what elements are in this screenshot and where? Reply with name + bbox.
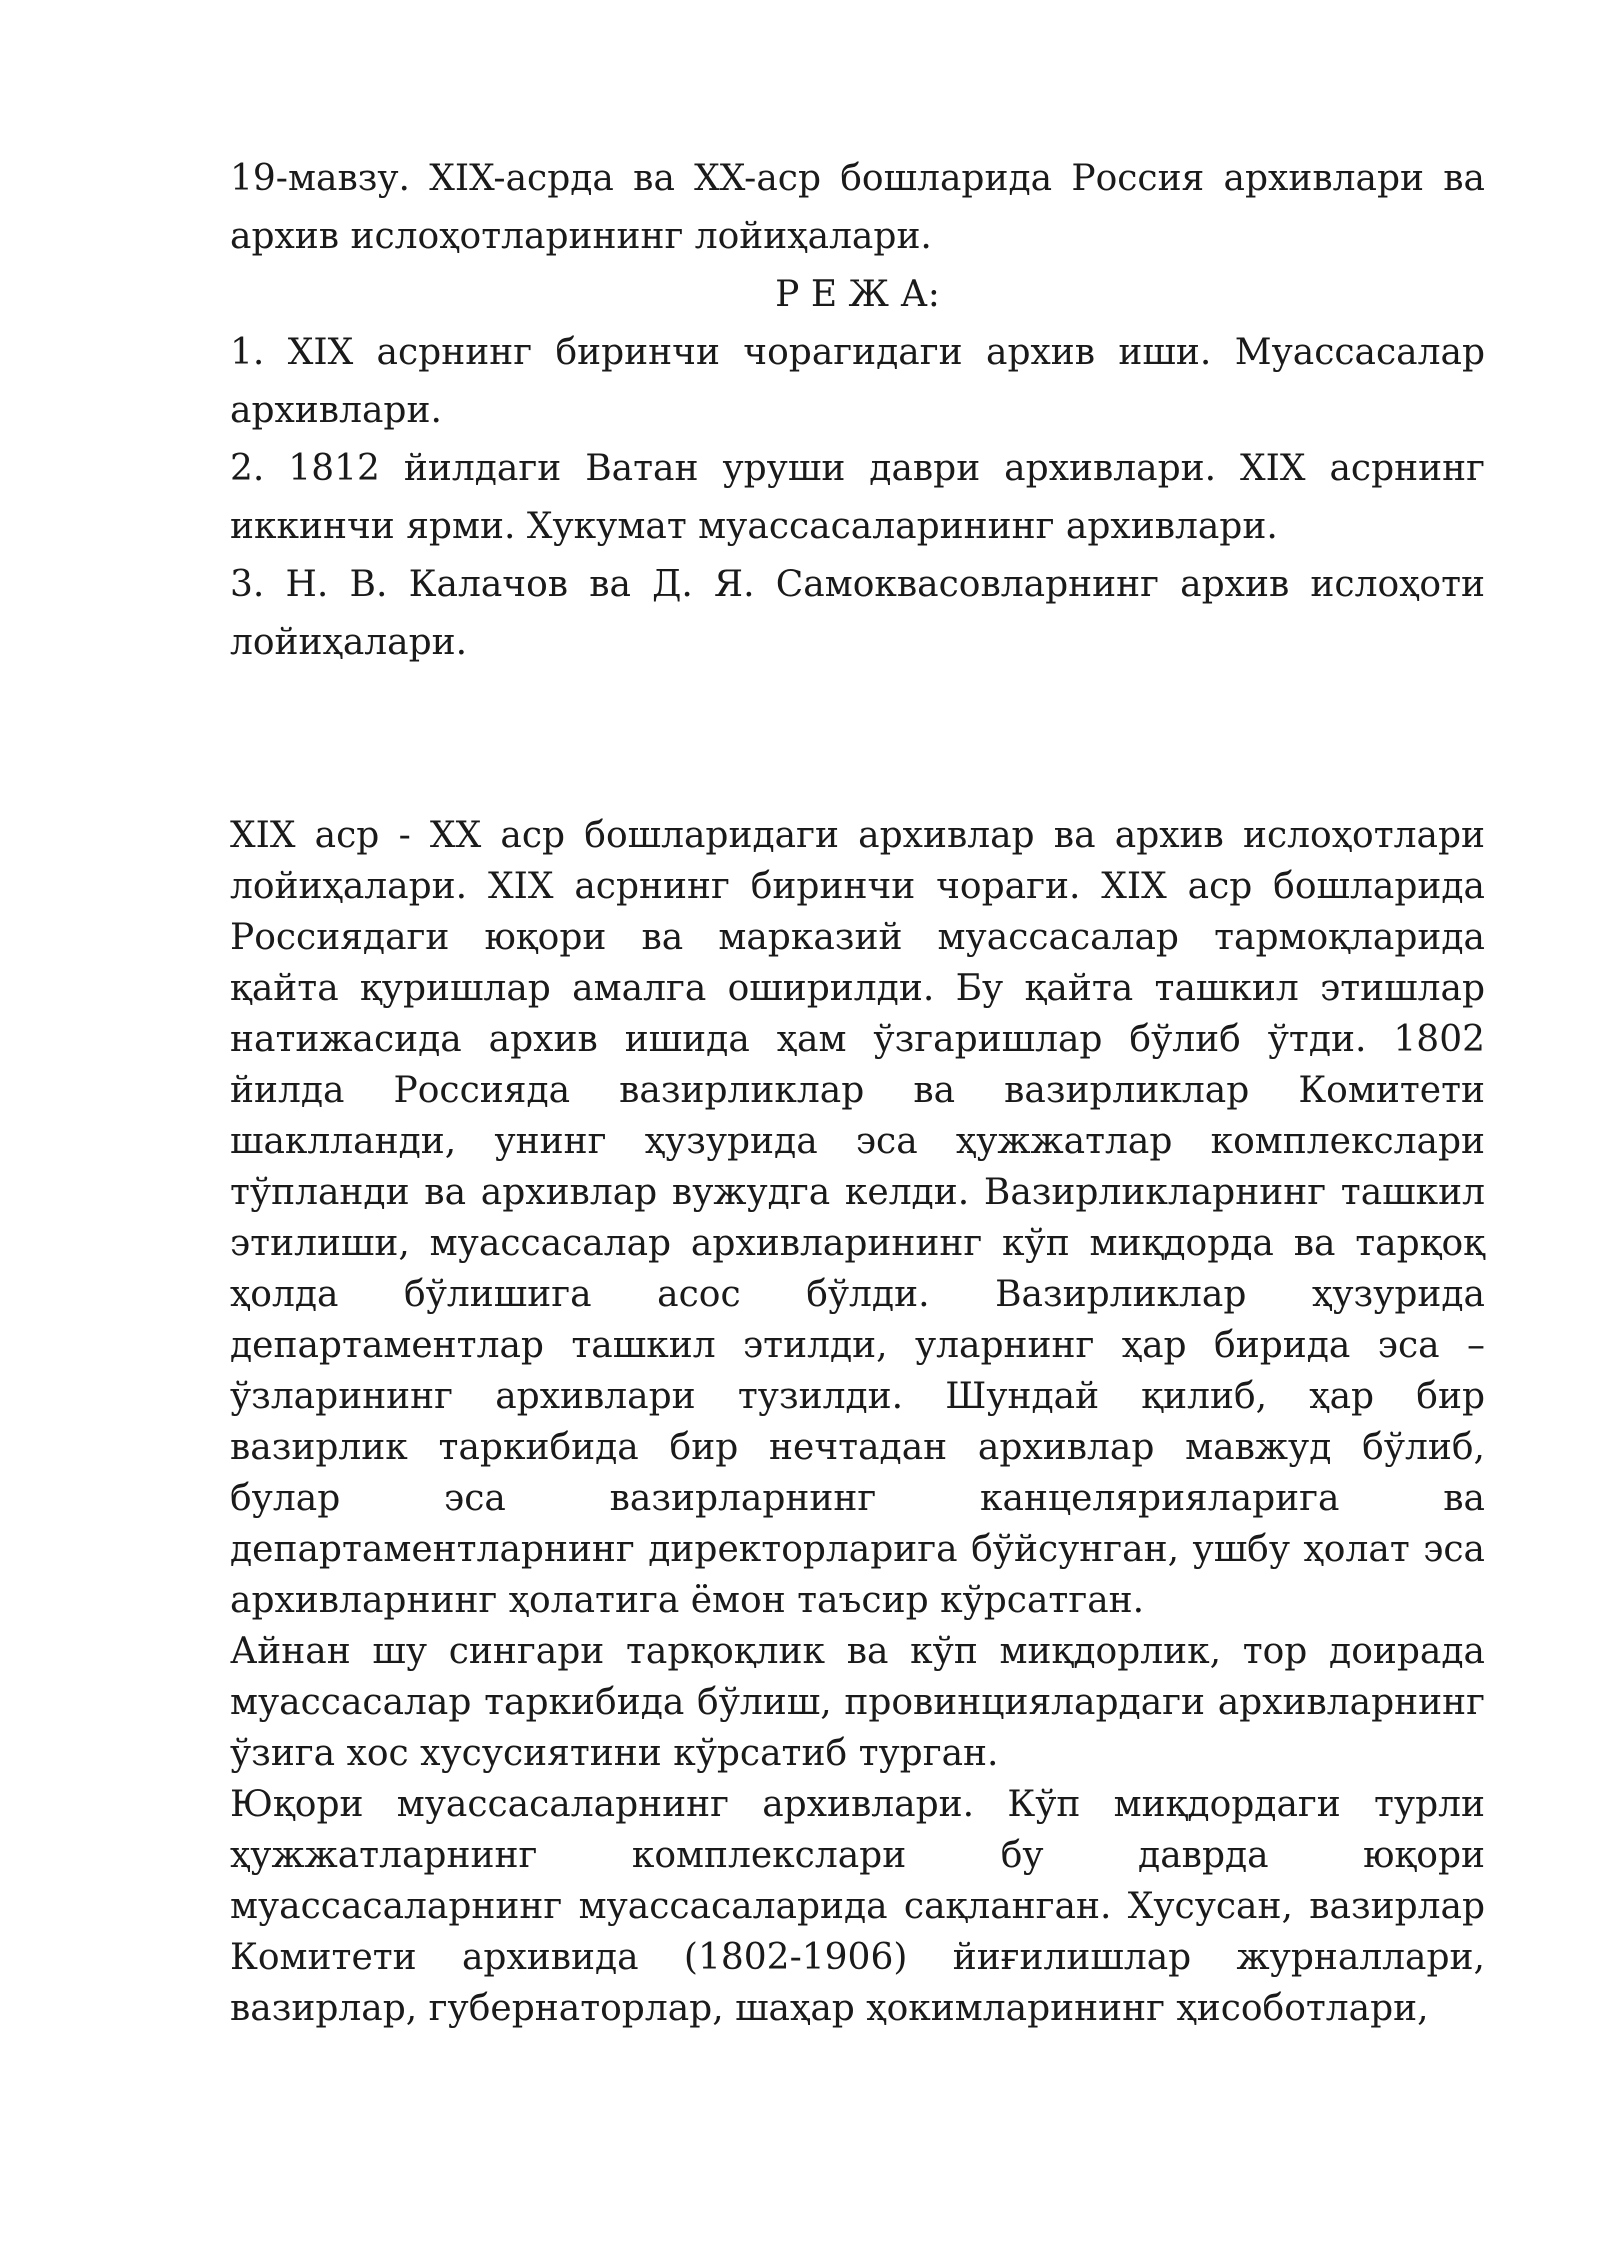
- section-spacer: [230, 672, 1485, 810]
- plan-item-3: 3. Н. В. Калачов ва Д. Я. Самоквасовларнинг архив ислоҳоти лойиҳалари.: [230, 564, 1485, 663]
- body-text: [230, 810, 1485, 2034]
- plan-heading: Р Е Ж А:: [775, 274, 940, 315]
- document-page: [230, 150, 1485, 2034]
- document-title: 19-мавзу. XIX-асрда ва XX-аср бошларида Россия архивлари ва архив ислоҳотларининг лойиҳалари.: [230, 158, 1485, 257]
- body-paragraph-3: Юқори муассасаларнинг архивлари. Кўп миқдордаги турли ҳужжатларнинг комплекслари бу даврда юқори муассасаларнинг муассасаларида сақланган. Хусусан, вазирлар Комитети архивида (1802-1906) йиғилишлар журналлари, вазирлар, губернаторлар, шаҳар ҳокимларининг ҳисоботлари,: [230, 1784, 1485, 2029]
- plan-item-1: 1. XIX асрнинг биринчи чорагидаги архив иши. Муассасалар архивлари.: [230, 332, 1485, 431]
- body-paragraph-2: Айнан шу сингари тарқоқлик ва кўп миқдорлик, тор доирада муассасалар таркибида бўлиш, провинциялардаги архивларнинг ўзига хос хусусиятини кўрсатиб турган.: [230, 1631, 1485, 1774]
- body-paragraph-1: XIX аср - XX аср бошларидаги архивлар ва архив ислоҳотлари лойиҳалари. XIX асрнинг биринчи чораги. XIX аср бошларида Россиядаги юқори ва марказий муассасалар тармоқларида қайта қуришлар амалга оширилди. Бу қайта ташкил этишлар натижасида архив ишида ҳам ўзгаришлар бўлиб ўтди. 1802 йилда Россияда вазирликлар ва вазирликлар Комитети шаклланди, унинг ҳузурида эса ҳужжатлар комплекслари тўпланди ва архивлар вужудга келди. Вазирликларнинг ташкил этилиши, муассасалар архивларининг кўп миқдорда ва тарқоқ ҳолда бўлишига асос бўлди. Вазирликлар ҳузурида департаментлар ташкил этилди, уларнинг ҳар бирида эса – ўзларининг архивлари тузилди. Шундай қилиб, ҳар бир вазирлик таркибида бир нечтадан архивлар мавжуд бўлиб, булар эса вазирларнинг канцелярияларига ва департаментларнинг директорларига бўйсунган, ушбу ҳолат эса архивларнинг ҳолатига ёмон таъсир кўрсатган.: [230, 815, 1485, 1621]
- plan-item-2: 2. 1812 йилдаги Ватан уруши даври архивлари. XIX асрнинг иккинчи ярми. Хукумат муассасаларининг архивлари.: [230, 448, 1485, 547]
